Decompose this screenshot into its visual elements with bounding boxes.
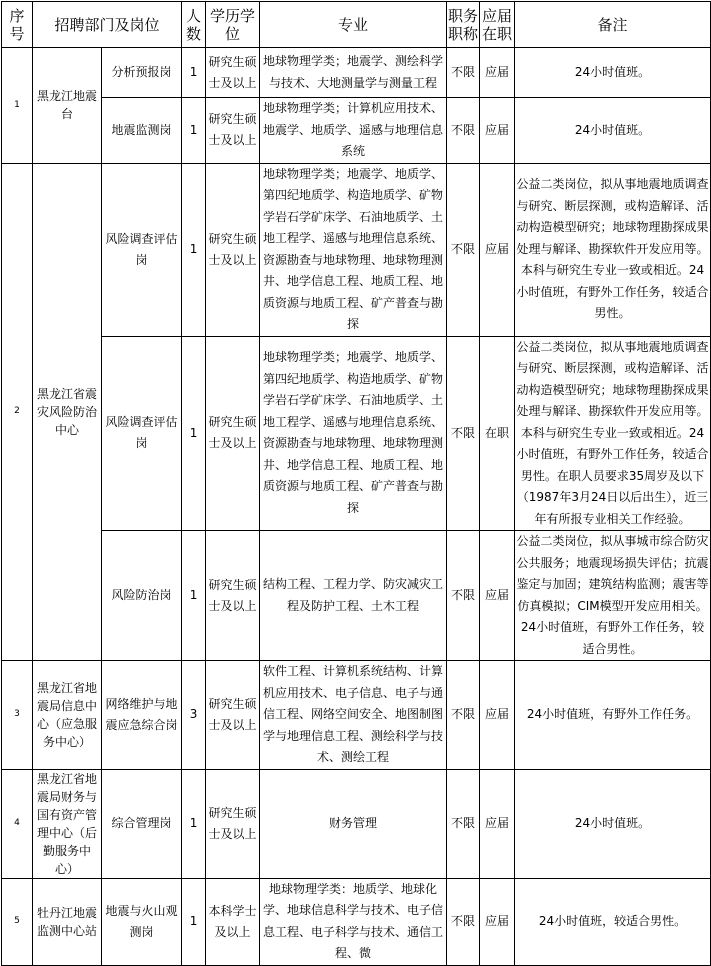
status-cell: 应届	[480, 48, 515, 98]
note-cell: 24小时值班。	[515, 98, 711, 164]
post-cell: 风险防治岗	[102, 531, 182, 661]
note-cell: 公益二类岗位，拟从事地震地质调查与研究、断层探测，或构造解译、活动构造模型研究；地球物理勘探成果处理与解译、勘探软件开发应用等。本科与研究生专业一致或相近。24小时值班，有野外工作任务，较适合男性。	[515, 163, 711, 336]
table-row	[2, 769, 711, 878]
seq-cell: 3	[2, 661, 33, 770]
post-cell: 地震与火山观测岗	[102, 878, 182, 965]
education-cell: 本科学士及以上	[206, 878, 260, 965]
note-cell: 公益二类岗位，拟从事地震地质调查与研究、断层探测，或构造解译、活动构造模型研究；地球物理勘探成果处理与解译、勘探软件开发应用等。本科与研究生专业一致或相近。24小时值班，有野外工作任务，较适合男性。在职人员要求35周岁及以下（1987年3月24日以后出生），近三年有所报专业相关工作经验。	[515, 336, 711, 531]
note-cell: 24小时值班。	[515, 769, 711, 878]
header-major: 专业	[260, 2, 447, 48]
note-cell: 24小时值班，较适合男性。	[515, 878, 711, 965]
count-cell: 1	[182, 878, 206, 965]
table-row	[2, 98, 711, 164]
table-row	[2, 878, 711, 965]
count-cell: 1	[182, 163, 206, 336]
major-cell: 地球物理学类：地质学、地球化学、地球信息科学与技术、电子信息工程、电子科学与技术、通信工程、微	[260, 878, 447, 965]
header-row	[2, 2, 711, 48]
count-cell: 3	[182, 661, 206, 770]
seq-cell: 5	[2, 878, 33, 965]
major-cell: 软件工程、计算机系统结构、计算机应用技术、电子信息、电子与通信工程、网络空间安全、地图制图学与地理信息工程、测绘科学与技术、测绘工程	[260, 661, 447, 770]
post-cell: 综合管理岗	[102, 769, 182, 878]
education-cell: 研究生硕士及以上	[206, 769, 260, 878]
count-cell: 1	[182, 531, 206, 661]
post-cell: 风险调查评估岗	[102, 336, 182, 531]
header-note: 备注	[515, 2, 711, 48]
status-cell: 应届	[480, 661, 515, 770]
table-row	[2, 163, 711, 336]
table-row	[2, 661, 711, 770]
status-cell: 应届	[480, 531, 515, 661]
title-cell: 不限	[447, 769, 480, 878]
header-count: 人数	[182, 2, 206, 48]
header-title: 职务职称	[447, 2, 480, 48]
education-cell: 研究生硕士及以上	[206, 661, 260, 770]
major-cell: 地球物理学类；地震学、测绘科学与技术、大地测量学与测量工程	[260, 48, 447, 98]
title-cell: 不限	[447, 163, 480, 336]
education-cell: 研究生硕士及以上	[206, 98, 260, 164]
title-cell: 不限	[447, 98, 480, 164]
note-cell: 24小时值班。	[515, 48, 711, 98]
table-row	[2, 336, 711, 531]
note-cell: 公益二类岗位，拟从事城市综合防灾公共服务；地震现场损失评估；抗震鉴定与加固；建筑结构监测；震害等仿真模拟；CIM模型开发应用相关。24小时值班，有野外工作任务，较适合男性。	[515, 531, 711, 661]
unit-cell: 黑龙江省震灾风险防治中心	[33, 163, 102, 661]
education-cell: 研究生硕士及以上	[206, 531, 260, 661]
recruitment-table	[1, 1, 711, 966]
count-cell: 1	[182, 336, 206, 531]
title-cell: 不限	[447, 48, 480, 98]
status-cell: 应届	[480, 769, 515, 878]
education-cell: 研究生硕士及以上	[206, 163, 260, 336]
post-cell: 风险调查评估岗	[102, 163, 182, 336]
seq-cell: 4	[2, 769, 33, 878]
major-cell: 地球物理学类；计算机应用技术、地震学、地质学、遥感与地理信息系统	[260, 98, 447, 164]
post-cell: 分析预报岗	[102, 48, 182, 98]
title-cell: 不限	[447, 531, 480, 661]
unit-cell: 黑龙江省地震局信息中心（应急服务中心）	[33, 661, 102, 770]
major-cell: 财务管理	[260, 769, 447, 878]
title-cell: 不限	[447, 661, 480, 770]
table-row	[2, 48, 711, 98]
major-cell: 地球物理学类；地震学、地质学、第四纪地质学、构造地质学、矿物学岩石学矿床学、石油地质学、土地工程学、遥感与地理信息系统、资源勘查与地球物理、地球物理测井、地学信息工程、地质工程、地质资源与地质工程、矿产普查与勘探	[260, 163, 447, 336]
status-cell: 应届	[480, 163, 515, 336]
seq-cell: 2	[2, 163, 33, 661]
seq-cell: 1	[2, 48, 33, 164]
status-cell: 应届	[480, 98, 515, 164]
table-row	[2, 531, 711, 661]
status-cell: 应届	[480, 878, 515, 965]
education-cell: 研究生硕士及以上	[206, 48, 260, 98]
header-education: 学历学位	[206, 2, 260, 48]
title-cell: 不限	[447, 336, 480, 531]
post-cell: 地震监测岗	[102, 98, 182, 164]
post-cell: 网络维护与地震应急综合岗	[102, 661, 182, 770]
title-cell: 不限	[447, 878, 480, 965]
unit-cell: 黑龙江省地震局财务与国有资产管理中心（后勤服务中心）	[33, 769, 102, 878]
count-cell: 1	[182, 48, 206, 98]
count-cell: 1	[182, 769, 206, 878]
unit-cell: 黑龙江地震台	[33, 48, 102, 164]
status-cell: 在职	[480, 336, 515, 531]
note-cell: 24小时值班，有野外工作任务。	[515, 661, 711, 770]
education-cell: 研究生硕士及以上	[206, 336, 260, 531]
header-status: 应届在职	[480, 2, 515, 48]
header-seq: 序号	[2, 2, 33, 48]
header-dept-post: 招聘部门及岗位	[33, 2, 182, 48]
count-cell: 1	[182, 98, 206, 164]
unit-cell: 牡丹江地震监测中心站	[33, 878, 102, 965]
major-cell: 结构工程、工程力学、防灾减灾工程及防护工程、土木工程	[260, 531, 447, 661]
major-cell: 地球物理学类；地震学、地质学、第四纪地质学、构造地质学、矿物学岩石学矿床学、石油地质学、土地工程学、遥感与地理信息系统、资源勘查与地球物理、地球物理测井、地学信息工程、地质工程、地质资源与地质工程、矿产普查与勘探	[260, 336, 447, 531]
